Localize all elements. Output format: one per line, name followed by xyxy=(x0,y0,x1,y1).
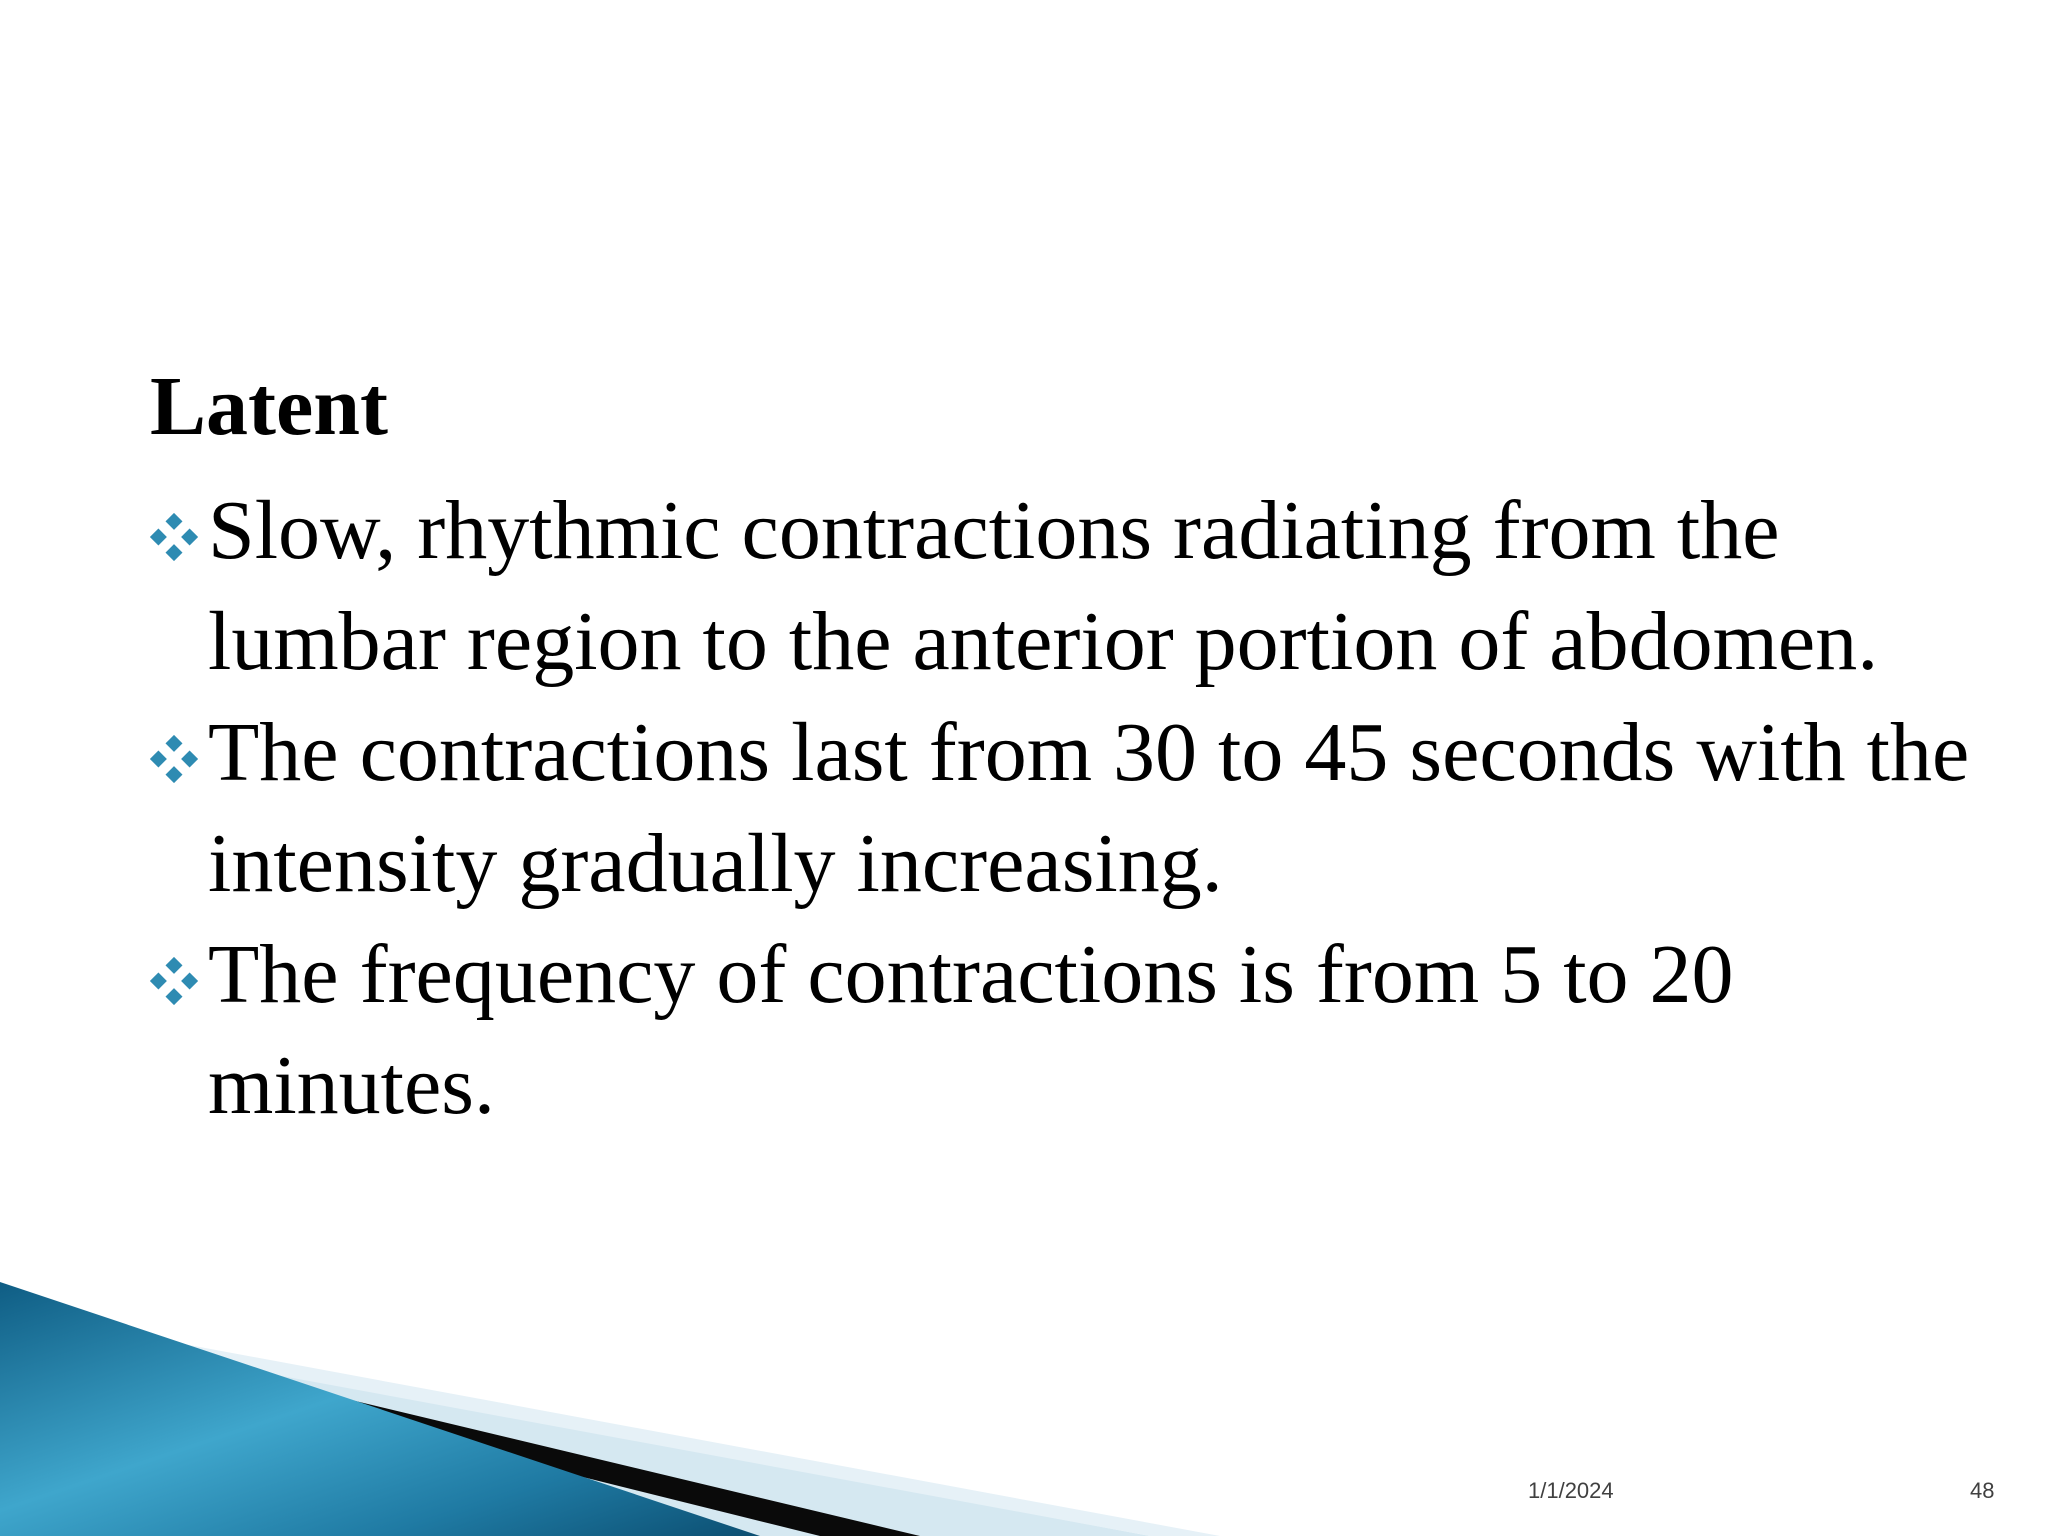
slide-heading: Latent xyxy=(150,360,388,453)
bullet-item xyxy=(150,919,2010,1141)
corner-swoosh-decoration xyxy=(0,1280,2048,1536)
diamond-bullet-icon xyxy=(150,957,198,1005)
bullet-text: Slow, rhythmic contractions radiating from the lumbar region to the anterior portion of abdomen. xyxy=(208,484,1879,688)
bullet-text: The contractions last from 30 to 45 seconds with the intensity gradually increasing. xyxy=(208,706,1970,910)
footer-page-number: 48 xyxy=(1970,1478,1995,1503)
diamond-bullet-icon xyxy=(150,735,198,783)
bullet-item xyxy=(150,697,2010,919)
bullet-list xyxy=(150,475,2010,1141)
bullet-text: The frequency of contractions is from 5 to 20 minutes. xyxy=(208,928,1734,1132)
bullet-item xyxy=(150,475,2010,697)
footer-date: 1/1/2024 xyxy=(1528,1478,1614,1503)
diamond-bullet-icon xyxy=(150,513,198,561)
